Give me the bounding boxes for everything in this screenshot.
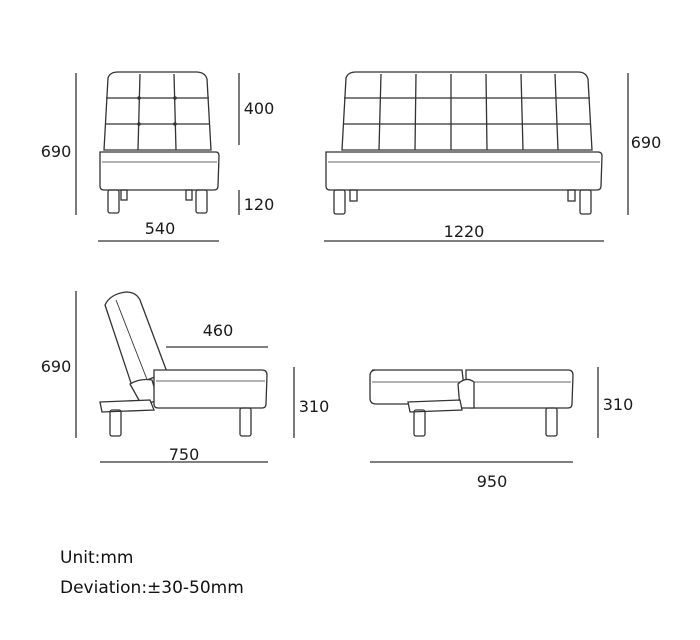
chair-depth-label: 750 [168,445,200,464]
sofa-height-label: 690 [630,133,662,152]
sofa-front-view [326,72,602,214]
seat-depth-label: 460 [202,321,234,340]
chair-leg-height-label: 120 [243,195,275,214]
chair-front-view [100,72,219,213]
unit-note: Unit:mm [60,548,134,568]
chair-side-height-label: 690 [40,357,72,376]
bed-length-label: 950 [476,472,508,491]
chair-width-label: 540 [144,219,176,238]
deviation-note: Deviation:±30-50mm [60,578,244,598]
chair-front-height-label: 690 [40,142,72,161]
chair-seat-height-label: 310 [298,397,330,416]
chair-side-view [100,292,267,436]
chair-back-height-label: 400 [243,99,275,118]
sofa-width-label: 1220 [443,222,485,241]
bed-side-view [370,370,573,436]
bed-height-label: 310 [602,395,634,414]
